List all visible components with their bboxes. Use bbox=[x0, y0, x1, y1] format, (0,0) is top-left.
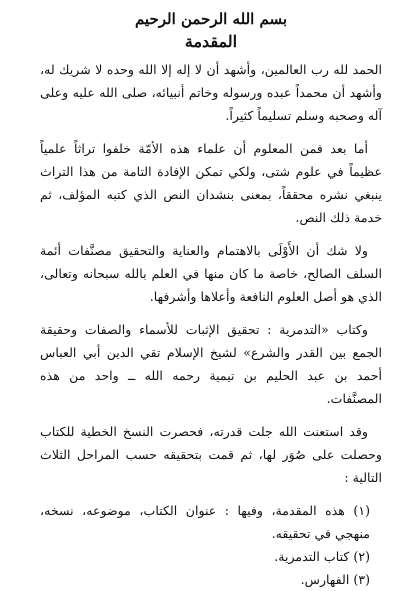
paragraph-salaf: ولا شك أن الأَوْلَى بالاهتمام والعناية والتحقيق مصنَّفات أئمة السلف الصالح، خاصة ما كان منها في العلم بالله سبحانه وتعالى، الذي هو أصل العلوم النافعة وأعلاها وأشرفها. bbox=[40, 243, 382, 304]
paragraph-method: وقد استعنت الله جلت قدرته، فحصرت النسخ الخطية للكتاب وحصلت على صُوَر لها، ثم قمت بتحقيقه حسب المراحل الثلاث التالية : bbox=[40, 424, 382, 485]
basmala-line: بسم الله الرحمن الرحيم bbox=[134, 10, 288, 28]
list-item: (١) هذه المقدمة، وفيها : عنوان الكتاب، موضوعه، نسخه، منهجي في تحقيقه. bbox=[40, 503, 370, 541]
stages-list bbox=[40, 499, 382, 591]
list-item: (٢) كتاب التدمرية. bbox=[274, 549, 370, 564]
paragraph-heritage: أما بعد فمن المعلوم أن علماء هذه الأمّة خلفوا تراثاً علمياً عظيماً في علوم شتى، ولكي تمكن الإفادة التامة من هذا التراث ينبغي نشره محققاً، بمعنى بنشدان النص الذي كتبه المؤلف، ثم خدمة ذلك النص. bbox=[40, 141, 382, 225]
paragraph-book: وكتاب «التدمرية : تحقيق الإثبات للأسماء والصفات وحقيقة الجمع بين القدر والشرع» لشيخ الإسلام تقي الدين أبي العباس أحمد بن عبد الحليم بن تيمية رحمه الله ــ واحد من هذه المصنَّفات. bbox=[40, 322, 382, 406]
list-item: (٣) الفهارس. bbox=[300, 572, 370, 587]
section-title: المقدمة bbox=[184, 32, 238, 51]
paragraph-opening: الحمد لله رب العالمين، وأشهد أن لا إله إلا الله وحده لا شريك له، وأشهد أن محمداً عبده ورسوله وخاتم أنبيائه، صلى الله عليه وعلى آله وصحبه وسلم تسليماً كثيراً. bbox=[40, 62, 382, 123]
